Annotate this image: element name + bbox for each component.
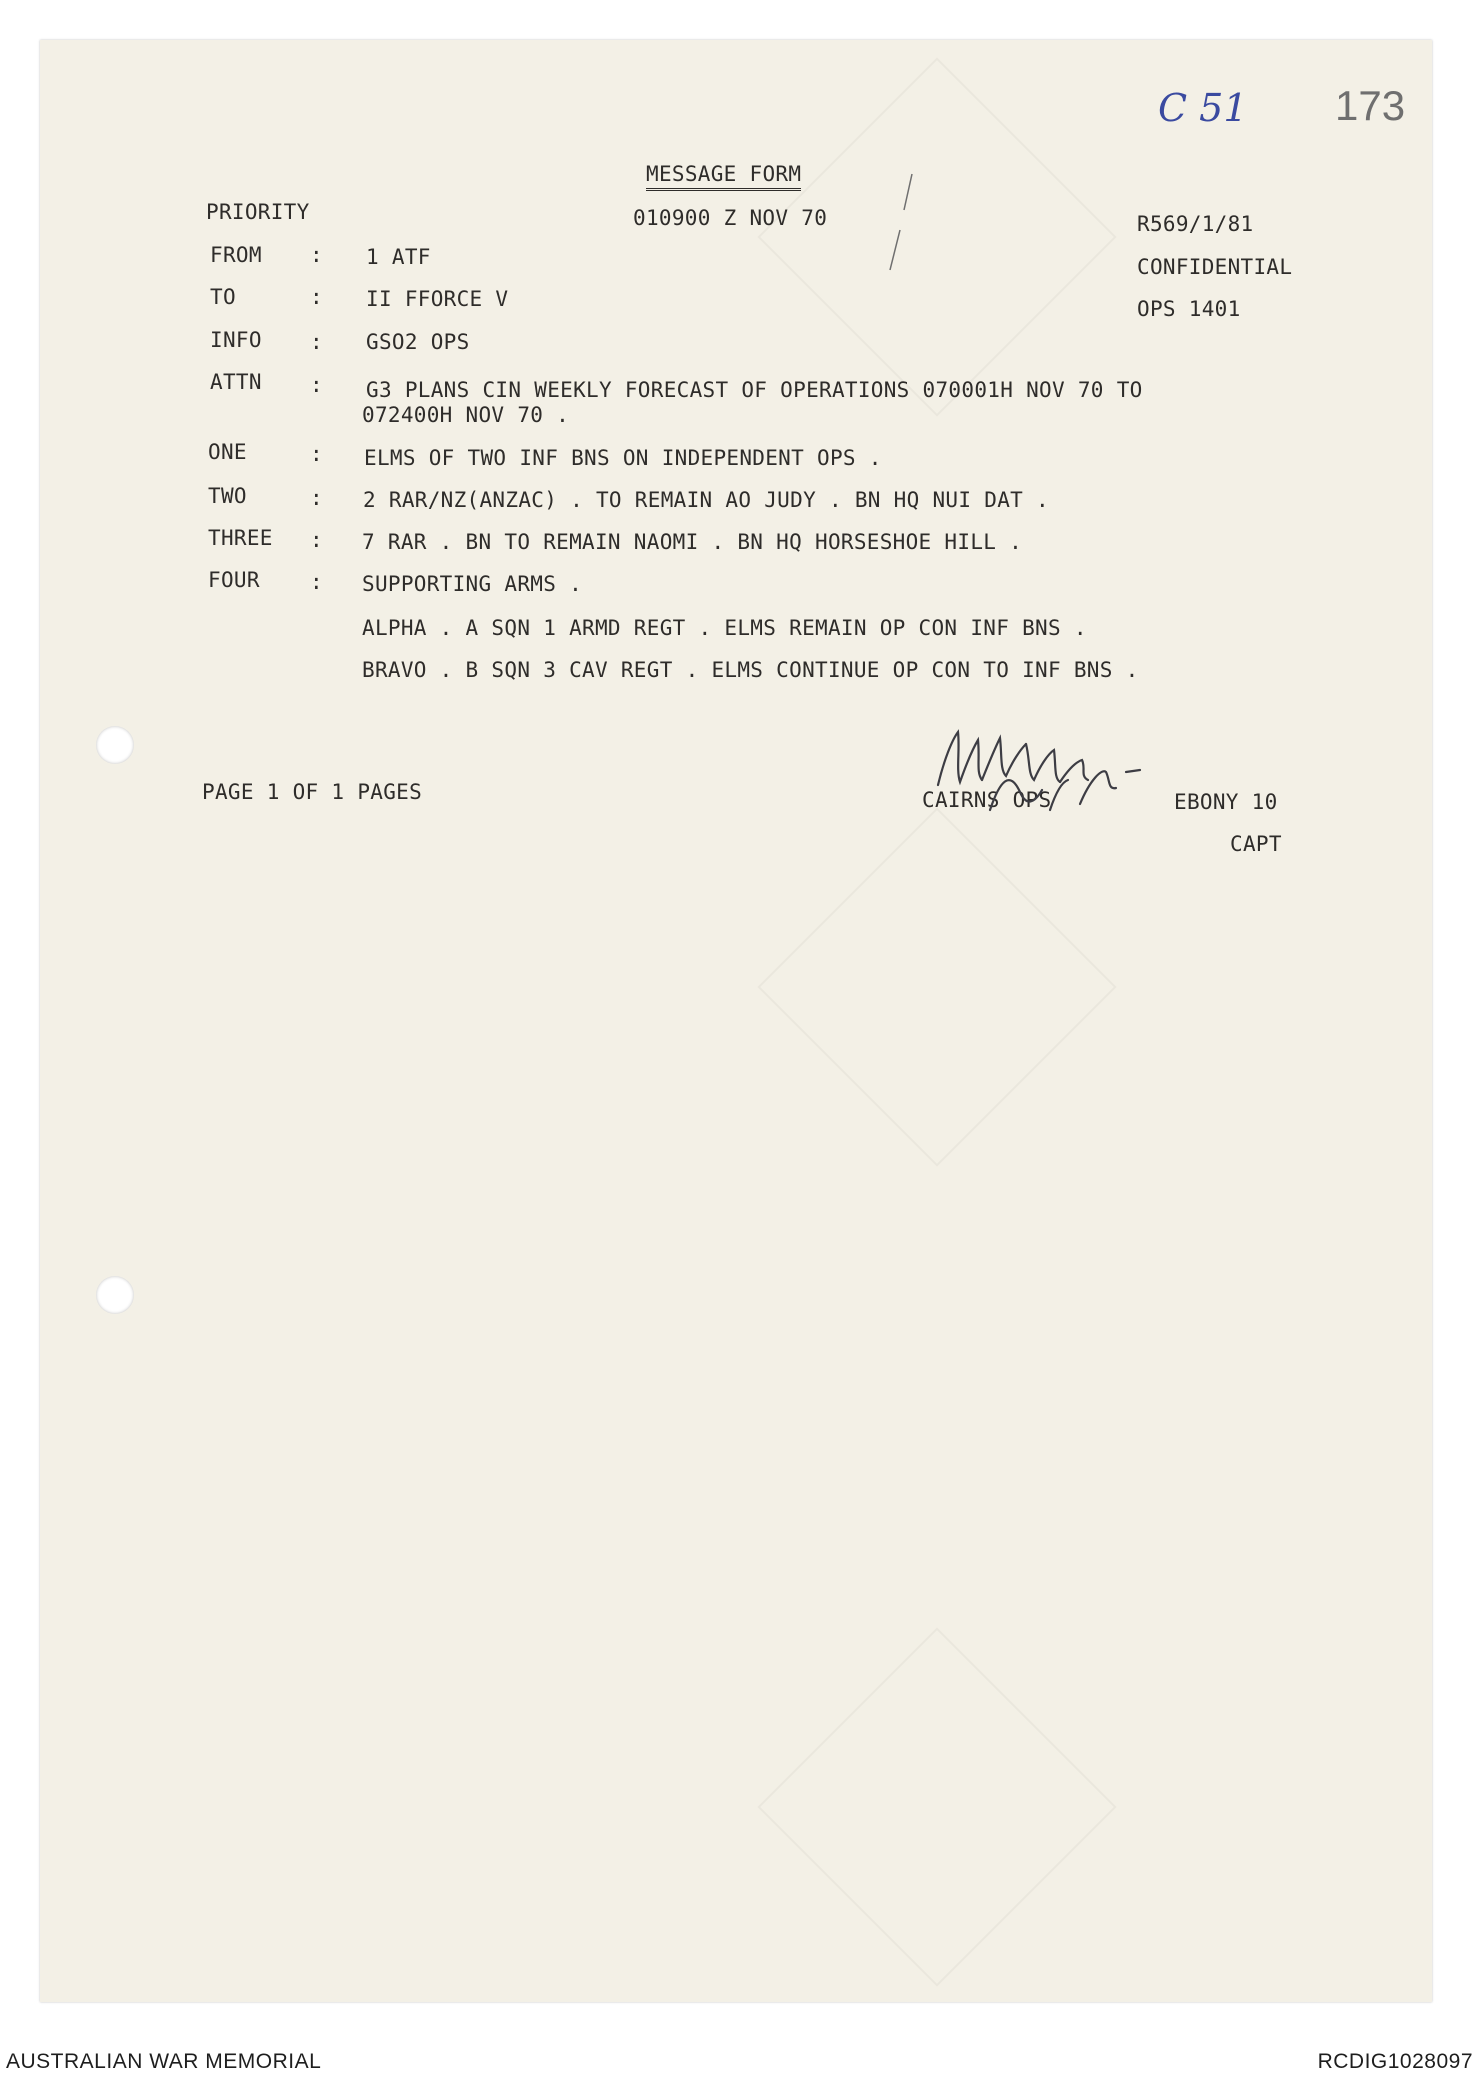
- field-value-from: 1 ATF: [366, 245, 431, 269]
- field-label-to: TO: [210, 285, 236, 309]
- date-time-group: 010900 Z NOV 70: [633, 206, 828, 230]
- originator: CAIRNS OPS: [922, 788, 1052, 812]
- field-label-info: INFO: [210, 328, 262, 352]
- field-label-attn: ATTN: [210, 370, 262, 394]
- precedence-label: PRIORITY: [206, 200, 310, 224]
- classification: CONFIDENTIAL: [1137, 255, 1293, 279]
- field-value-attn: G3 PLANS CIN WEEKLY FORECAST OF OPERATIONS 070001H NOV 70 TO: [366, 378, 1143, 402]
- field-value-three: 7 RAR . BN TO REMAIN NAOMI . BN HQ HORSESHOE HILL .: [362, 530, 1023, 554]
- page-count: PAGE 1 OF 1 PAGES: [202, 780, 423, 804]
- reference-number: R569/1/81: [1137, 212, 1254, 236]
- field-sep: :: [310, 330, 323, 354]
- field-sep: :: [310, 486, 323, 510]
- field-label-from: FROM: [210, 243, 262, 267]
- field-sep: :: [310, 528, 323, 552]
- credit-right: RCDIG1028097: [1317, 2050, 1473, 2073]
- sub-item-bravo: BRAVO . B SQN 3 CAV REGT . ELMS CONTINUE OP CON TO INF BNS .: [362, 658, 1139, 682]
- form-title: MESSAGE FORM: [646, 162, 801, 191]
- handwritten-file-ref: C 51: [1158, 86, 1248, 130]
- field-value-two: 2 RAR/NZ(ANZAC) . TO REMAIN AO JUDY . BN HQ NUI DAT .: [363, 488, 1049, 512]
- field-value-one: ELMS OF TWO INF BNS ON INDEPENDENT OPS .: [364, 446, 882, 470]
- field-value-attn-cont: 072400H NOV 70 .: [362, 403, 570, 427]
- pencil-mark: [880, 170, 920, 280]
- embossed-watermark: [757, 1627, 1116, 1986]
- field-sep: :: [310, 285, 323, 309]
- field-label-four: FOUR: [208, 568, 260, 592]
- field-value-four: SUPPORTING ARMS .: [362, 572, 583, 596]
- embossed-watermark: [757, 807, 1116, 1166]
- punch-hole: [96, 726, 134, 764]
- field-value-to: II FFORCE V: [366, 287, 509, 311]
- field-sep: :: [310, 442, 323, 466]
- handwritten-page-number: 173: [1335, 82, 1406, 129]
- handwritten-signature: [930, 710, 1170, 820]
- field-label-one: ONE: [208, 440, 247, 464]
- field-sep: :: [310, 373, 323, 397]
- credit-left: AUSTRALIAN WAR MEMORIAL: [6, 2050, 322, 2073]
- sub-item-alpha: ALPHA . A SQN 1 ARMD REGT . ELMS REMAIN OP CON INF BNS .: [362, 616, 1087, 640]
- serial-number: OPS 1401: [1137, 297, 1241, 321]
- embossed-watermark: [757, 57, 1116, 416]
- field-value-info: GSO2 OPS: [366, 330, 470, 354]
- field-label-three: THREE: [208, 526, 273, 550]
- field-sep: :: [310, 243, 323, 267]
- rank: CAPT: [1230, 832, 1282, 856]
- field-label-two: TWO: [208, 484, 247, 508]
- callsign: EBONY 10: [1174, 790, 1278, 814]
- field-sep: :: [310, 570, 323, 594]
- punch-hole: [96, 1276, 134, 1314]
